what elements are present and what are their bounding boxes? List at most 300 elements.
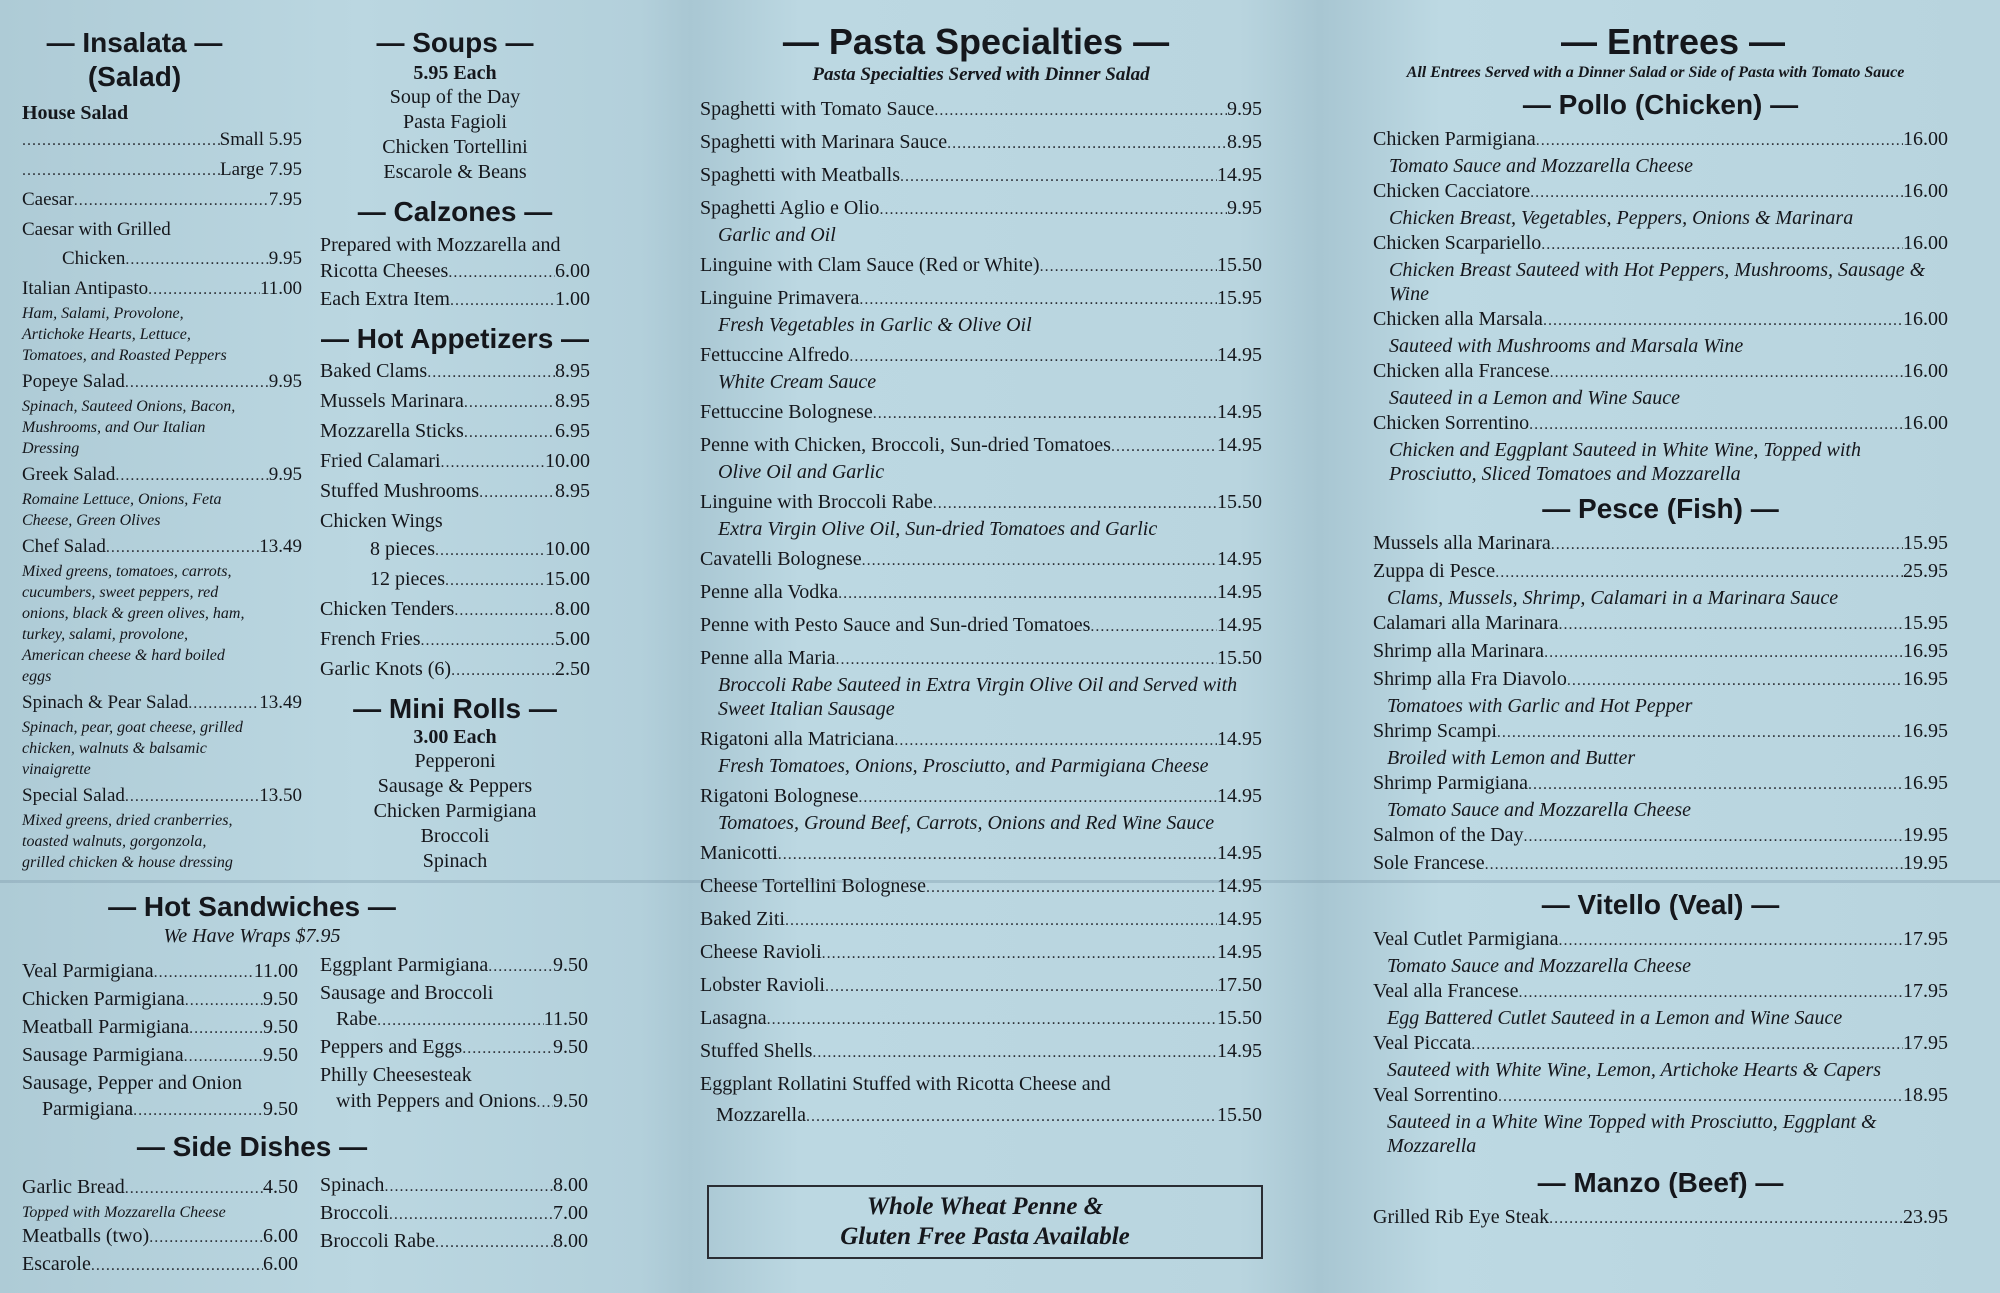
- menu-item-row: [1373, 1204, 1948, 1232]
- menu-item-row: [700, 162, 1262, 190]
- leader-dots: [115, 463, 268, 489]
- beef-list: [1373, 1204, 1948, 1232]
- item-name: Shrimp Parmigiana: [1373, 772, 1528, 794]
- menu-item-row: [22, 127, 302, 154]
- item-name: Chicken Wings: [320, 510, 443, 532]
- menu-item: [320, 1200, 588, 1228]
- menu-item-row: [1373, 610, 1948, 638]
- menu-item-row: [1373, 230, 1948, 258]
- item-price: 11.00: [259, 278, 302, 299]
- leader-dots: [825, 974, 1217, 1000]
- item-description: Tomatoes, Ground Beef, Carrots, Onions and Red Wine Sauce: [718, 812, 1215, 834]
- leader-dots: [125, 1176, 263, 1202]
- beef-title: — Manzo (Beef) —: [1537, 1167, 1784, 1198]
- leader-dots: [384, 1174, 553, 1200]
- item-name: Fried Calamari: [320, 450, 441, 472]
- item-price: 8.95: [555, 390, 590, 412]
- menu-item-row: [1373, 126, 1948, 154]
- item-price: 14.95: [1217, 434, 1262, 456]
- item-price: 13.49: [259, 692, 302, 713]
- menu-item-row: [700, 840, 1262, 868]
- leader-dots: [933, 491, 1217, 517]
- menu-item: [320, 952, 588, 980]
- menu-item: [700, 252, 1262, 280]
- item-price: 16.00: [1903, 308, 1948, 330]
- item-name: Spinach: [320, 1174, 385, 1196]
- item-price: 16.00: [1903, 128, 1948, 150]
- item-name: Veal alla Francese: [1373, 980, 1519, 1002]
- item-name: Mozzarella: [716, 1104, 806, 1126]
- item-name: Baked Clams: [320, 360, 428, 382]
- box-line-2: Gluten Free Pasta Available: [840, 1223, 1130, 1250]
- leader-dots: [464, 420, 555, 446]
- menu-item-row: [22, 217, 302, 243]
- menu-item: [1373, 1030, 1948, 1082]
- leader-dots: [389, 1202, 553, 1228]
- mini-rolls-list: [320, 749, 590, 874]
- leader-dots: [849, 344, 1217, 370]
- item-price: 10.00: [545, 450, 590, 472]
- leader-dots: [1551, 532, 1903, 558]
- menu-item: [320, 656, 590, 684]
- menu-item-row: [22, 1223, 298, 1251]
- leader-dots: [862, 548, 1217, 574]
- menu-item: [320, 258, 590, 286]
- item-name: Mussels alla Marinara: [1373, 532, 1551, 554]
- item-name: Peppers and Eggs: [320, 1036, 463, 1058]
- leader-dots: [1040, 254, 1217, 280]
- item-price: 2.50: [555, 658, 590, 680]
- menu-item-row: [22, 1070, 298, 1096]
- mini-rolls-title: — Mini Rolls —: [353, 693, 557, 724]
- item-name: Chicken Cacciatore: [1373, 180, 1531, 202]
- menu-item-row: [1373, 1082, 1948, 1110]
- menu-item: [320, 448, 590, 476]
- menu-item-row: [1373, 410, 1948, 438]
- item-description: Broiled with Lemon and Butter: [1387, 747, 1636, 769]
- menu-item: [320, 1228, 588, 1256]
- menu-item-row: [320, 656, 590, 684]
- soups-price: 5.95 Each: [413, 62, 497, 84]
- menu-item: [320, 566, 590, 594]
- leader-dots: [154, 960, 254, 986]
- item-name: Mozzarella Sticks: [320, 420, 464, 442]
- menu-item-row: [700, 489, 1262, 517]
- item-name: Sole Francese: [1373, 852, 1485, 874]
- menu-item-row: [320, 596, 590, 624]
- item-name: Chicken Parmigiana: [1373, 128, 1536, 150]
- leader-dots: [1528, 772, 1903, 798]
- leader-dots: [836, 647, 1218, 673]
- item-price: 18.95: [1903, 1084, 1948, 1106]
- item-price: 9.50: [263, 1098, 298, 1120]
- soups-section: [320, 26, 590, 874]
- leader-dots: [778, 842, 1217, 868]
- item-name: Caesar: [22, 189, 74, 210]
- item-price: 15.50: [1217, 491, 1262, 513]
- menu-item: [320, 1088, 588, 1116]
- menu-item-row: [700, 1102, 1262, 1130]
- menu-item: [1373, 1082, 1948, 1158]
- leader-dots: [435, 538, 545, 564]
- menu-item: [700, 162, 1262, 190]
- menu-item-row: [320, 1228, 588, 1256]
- leader-dots: [900, 164, 1217, 190]
- leader-dots: [1558, 612, 1903, 638]
- item-name: Broccoli Rabe: [320, 1230, 435, 1252]
- leader-dots: [441, 450, 545, 476]
- item-price: 15.95: [1903, 612, 1948, 634]
- item-name: Veal Piccata: [1373, 1032, 1472, 1054]
- menu-item: [320, 626, 590, 654]
- item-name: Linguine with Broccoli Rabe: [700, 491, 933, 513]
- item-description: Tomato Sauce and Mozzarella Cheese: [1387, 799, 1692, 821]
- item-name: Chicken alla Francese: [1373, 360, 1550, 382]
- menu-item: [700, 1102, 1262, 1130]
- salad-subtitle: (Salad): [87, 61, 182, 92]
- item-name: Sausage, Pepper and Onion: [22, 1072, 242, 1094]
- menu-item-row: [22, 534, 302, 561]
- leader-dots: [435, 1230, 553, 1256]
- item-price: 14.95: [1217, 1040, 1262, 1062]
- leader-dots: [873, 401, 1217, 427]
- item-name: Fettuccine Bolognese: [700, 401, 873, 423]
- menu-item-row: [22, 462, 302, 489]
- item-price: 9.50: [553, 1036, 588, 1058]
- menu-item: [1373, 530, 1948, 558]
- menu-item-row: [700, 129, 1262, 157]
- item-price: 14.95: [1217, 548, 1262, 570]
- item-price: 9.95: [268, 371, 302, 392]
- leader-dots: [1543, 308, 1903, 334]
- menu-item: [1373, 770, 1948, 822]
- leader-dots: [454, 598, 555, 624]
- menu-item: [1373, 926, 1948, 978]
- leader-dots: [22, 158, 220, 184]
- item-description: Tomato Sauce and Mozzarella Cheese: [1389, 155, 1694, 177]
- item-price: 14.95: [1217, 785, 1262, 807]
- item-name: Spinach & Pear Salad: [22, 692, 189, 713]
- item-price: 17.95: [1903, 928, 1948, 950]
- item-price: 8.00: [553, 1230, 588, 1252]
- menu-item: [700, 783, 1262, 835]
- leader-dots: [1530, 180, 1903, 206]
- menu-item-row: [22, 1014, 298, 1042]
- list-item: Sausage & Peppers: [377, 775, 533, 797]
- leader-dots: [1497, 720, 1903, 746]
- item-price: 6.95: [555, 420, 590, 442]
- item-price: 14.95: [1217, 614, 1262, 636]
- menu-item-row: [22, 986, 298, 1014]
- menu-item: [700, 1038, 1262, 1066]
- house-salad-label: House Salad: [22, 102, 129, 124]
- item-name: Chicken Parmigiana: [22, 988, 185, 1010]
- item-name: Shrimp alla Marinara: [1373, 640, 1545, 662]
- menu-item-row: [1373, 718, 1948, 746]
- leader-dots: [1544, 640, 1903, 666]
- item-price: 16.95: [1903, 668, 1948, 690]
- item-price: 17.50: [1217, 974, 1262, 996]
- menu-item: [320, 1034, 588, 1062]
- list-item: Pepperoni: [414, 750, 496, 772]
- item-name: Broccoli: [320, 1202, 389, 1224]
- menu-item-row: [700, 1071, 1262, 1097]
- item-name: Fettuccine Alfredo: [700, 344, 850, 366]
- menu-item: [22, 958, 298, 986]
- item-name: Lobster Ravioli: [700, 974, 825, 996]
- menu-item-row: [22, 958, 298, 986]
- item-name: Meatballs (two): [22, 1225, 150, 1247]
- item-price: 14.95: [1217, 401, 1262, 423]
- leader-dots: [767, 1007, 1217, 1033]
- menu-item: [320, 508, 590, 534]
- item-name: 12 pieces: [370, 568, 445, 590]
- menu-item-row: [320, 418, 590, 446]
- menu-item-row: [320, 388, 590, 416]
- item-price: 9.50: [553, 954, 588, 976]
- item-price: 15.00: [545, 568, 590, 590]
- menu-item: [22, 462, 302, 531]
- menu-item: [320, 418, 590, 446]
- leader-dots: [1090, 614, 1217, 640]
- calzones-list: [320, 258, 590, 314]
- item-name: Shrimp Scampi: [1373, 720, 1497, 742]
- item-price: 11.00: [253, 960, 298, 982]
- menu-item-row: [1373, 558, 1948, 586]
- pasta-list: [700, 96, 1262, 1130]
- menu-item-row: [1373, 1030, 1948, 1058]
- item-price: 16.95: [1903, 772, 1948, 794]
- menu-item: [700, 546, 1262, 574]
- menu-item: [700, 972, 1262, 1000]
- item-price: 17.95: [1903, 980, 1948, 1002]
- menu-item-row: [22, 157, 302, 184]
- item-price: 5.00: [555, 628, 590, 650]
- item-description: Spinach, pear, goat cheese, grilled chicken, walnuts & balsamic vinaigrette: [22, 719, 243, 778]
- appetizer-list: [320, 358, 590, 684]
- item-name: Spaghetti Aglio e Olio: [700, 197, 880, 219]
- item-name: Shrimp alla Fra Diavolo: [1373, 668, 1567, 690]
- list-item: Pasta Fagioli: [403, 111, 507, 133]
- item-price: 9.95: [268, 248, 302, 269]
- menu-item: [700, 873, 1262, 901]
- item-name: Cavatelli Bolognese: [700, 548, 862, 570]
- item-name: Grilled Rib Eye Steak: [1373, 1206, 1550, 1228]
- item-description: Egg Battered Cutlet Sauteed in a Lemon and Wine Sauce: [1387, 1007, 1843, 1029]
- menu-item-row: [320, 1200, 588, 1228]
- item-price: 16.00: [1903, 180, 1948, 202]
- menu-item-row: [700, 432, 1262, 460]
- item-name: Meatball Parmigiana: [22, 1016, 190, 1038]
- menu-item-row: [320, 1088, 588, 1116]
- item-price: 19.95: [1903, 852, 1948, 874]
- leader-dots: [947, 131, 1227, 157]
- item-name: Popeye Salad: [22, 371, 125, 392]
- leader-dots: [1524, 824, 1903, 850]
- menu-item: [320, 1006, 588, 1034]
- menu-item-row: [1373, 770, 1948, 798]
- fish-list: [1373, 530, 1948, 878]
- menu-item: [700, 195, 1262, 247]
- item-name: Linguine Primavera: [700, 287, 860, 309]
- leader-dots: [1111, 434, 1217, 460]
- item-price: 14.95: [1217, 344, 1262, 366]
- item-price: 4.50: [263, 1176, 298, 1198]
- item-name: Caesar with Grilled: [22, 219, 171, 240]
- item-description: Broccoli Rabe Sauteed in Extra Virgin Olive Oil and Served with Sweet Italian Sausage: [718, 674, 1238, 720]
- item-name: Stuffed Shells: [700, 1040, 813, 1062]
- menu-item: [700, 726, 1262, 778]
- veal-list: [1373, 926, 1948, 1158]
- menu-item-row: [22, 187, 302, 214]
- calzones-title: — Calzones —: [357, 196, 553, 227]
- item-price: 14.95: [1217, 941, 1262, 963]
- leader-dots: [859, 287, 1217, 313]
- soups-title: — Soups —: [376, 27, 534, 58]
- menu-item-row: [700, 96, 1262, 124]
- menu-item: [320, 980, 588, 1006]
- salad-title: — Insalata —: [46, 27, 223, 58]
- leader-dots: [22, 128, 220, 154]
- box-line-1: Whole Wheat Penne &: [866, 1193, 1104, 1220]
- menu-item: [700, 579, 1262, 607]
- calzones-note: Prepared with Mozzarella and: [320, 234, 561, 256]
- item-price: 14.95: [1217, 875, 1262, 897]
- item-name: Penne alla Maria: [700, 647, 836, 669]
- item-price: 9.50: [263, 1016, 298, 1038]
- item-price: 16.00: [1903, 412, 1948, 434]
- pasta-title: — Pasta Specialties —: [782, 21, 1170, 62]
- leader-dots: [806, 1104, 1217, 1130]
- item-price: 14.95: [1217, 728, 1262, 750]
- leader-dots: [879, 197, 1227, 223]
- leader-dots: [448, 260, 555, 286]
- menu-item-row: [700, 399, 1262, 427]
- leader-dots: [1549, 1206, 1903, 1232]
- menu-item: [22, 246, 302, 273]
- menu-item-row: [320, 448, 590, 476]
- item-name: Eggplant Rollatini Stuffed with Ricotta Cheese and: [700, 1073, 1111, 1095]
- menu-item-row: [22, 1251, 298, 1279]
- menu-item: [320, 1062, 588, 1088]
- menu-item-row: [22, 1096, 298, 1124]
- menu-item: [700, 645, 1262, 721]
- item-price: 9.95: [1227, 197, 1262, 219]
- item-name: Veal Sorrentino: [1373, 1084, 1498, 1106]
- menu-item-row: [22, 1174, 298, 1202]
- menu-item: [700, 399, 1262, 427]
- menu-item: [700, 342, 1262, 394]
- menu-item-row: [700, 1038, 1262, 1066]
- menu-item-row: [320, 1034, 588, 1062]
- item-price: 14.95: [1217, 908, 1262, 930]
- leader-dots: [1541, 232, 1903, 258]
- menu-item-row: [22, 1042, 298, 1070]
- menu-item: [1373, 638, 1948, 666]
- item-price: 23.95: [1903, 1206, 1948, 1228]
- menu-item-row: [320, 478, 590, 506]
- menu-item-row: [700, 285, 1262, 313]
- item-description: Mixed greens, tomatoes, carrots, cucumbers, sweet peppers, red onions, black & green olives, ham, turkey, salami, provolone, American cheese & hard boiled eggs: [22, 563, 245, 685]
- item-price: 15.50: [1217, 647, 1262, 669]
- item-price: 25.95: [1903, 560, 1948, 582]
- menu-item-row: [700, 873, 1262, 901]
- menu-item: [700, 1071, 1262, 1097]
- item-description: Chicken Breast, Vegetables, Peppers, Onions & Marinara: [1389, 207, 1854, 229]
- menu-item-row: [1373, 822, 1948, 850]
- menu-item-row: [1373, 306, 1948, 334]
- menu-item: [1373, 610, 1948, 638]
- item-name: Salmon of the Day: [1373, 824, 1524, 846]
- leader-dots: [838, 581, 1217, 607]
- item-price: 15.50: [1217, 254, 1262, 276]
- menu-item: [1373, 666, 1948, 718]
- item-name: Each Extra Item: [320, 288, 450, 310]
- menu-item: [1373, 230, 1948, 306]
- item-name: Escarole: [22, 1253, 91, 1275]
- item-name: Spaghetti with Meatballs: [700, 164, 900, 186]
- item-description: Tomatoes with Garlic and Hot Pepper: [1387, 695, 1693, 717]
- leader-dots: [488, 954, 553, 980]
- menu-item: [320, 388, 590, 416]
- leader-dots: [464, 390, 555, 416]
- item-name: Spaghetti with Marinara Sauce: [700, 131, 948, 153]
- leader-dots: [785, 908, 1217, 934]
- item-price: 1.00: [555, 288, 590, 310]
- menu-item-row: [700, 972, 1262, 1000]
- menu-item: [320, 358, 590, 386]
- item-price: 16.00: [1903, 232, 1948, 254]
- leader-dots: [125, 247, 268, 273]
- menu-item-row: [1373, 358, 1948, 386]
- menu-item: [320, 286, 590, 314]
- menu-item: [700, 1005, 1262, 1033]
- hot-appetizers-title: — Hot Appetizers —: [320, 323, 590, 354]
- leader-dots: [184, 1044, 263, 1070]
- leader-dots: [149, 1225, 263, 1251]
- item-name: Linguine with Clam Sauce (Red or White): [700, 254, 1040, 276]
- item-name: Philly Cheesesteak: [320, 1064, 472, 1086]
- menu-item-row: [700, 726, 1262, 754]
- side-dishes-section: [22, 1130, 602, 1279]
- item-name: Baked Ziti: [700, 908, 785, 930]
- menu-item-row: [22, 246, 302, 273]
- item-name: Veal Cutlet Parmigiana: [1373, 928, 1559, 950]
- leader-dots: [125, 370, 269, 396]
- leader-dots: [148, 277, 260, 303]
- leader-dots: [812, 1040, 1217, 1066]
- leader-dots: [1529, 412, 1903, 438]
- item-name: Garlic Knots (6): [320, 658, 452, 680]
- item-name: Italian Antipasto: [22, 278, 149, 299]
- menu-item-row: [320, 536, 590, 564]
- menu-item: [320, 536, 590, 564]
- item-description: Fresh Tomatoes, Onions, Prosciutto, and Parmigiana Cheese: [718, 755, 1209, 777]
- menu-item: [700, 840, 1262, 868]
- leader-dots: [822, 941, 1217, 967]
- menu-item-row: [320, 566, 590, 594]
- leader-dots: [1559, 928, 1903, 954]
- menu-item-row: [320, 1006, 588, 1034]
- wraps-note: We Have Wraps $7.95: [163, 925, 341, 947]
- menu-item: [22, 1251, 298, 1279]
- item-name: Garlic Bread: [22, 1176, 125, 1198]
- menu-item: [1373, 178, 1948, 230]
- menu-item-row: [700, 252, 1262, 280]
- leader-dots: [450, 288, 555, 314]
- item-price: 9.50: [553, 1090, 588, 1112]
- menu-item: [22, 276, 302, 366]
